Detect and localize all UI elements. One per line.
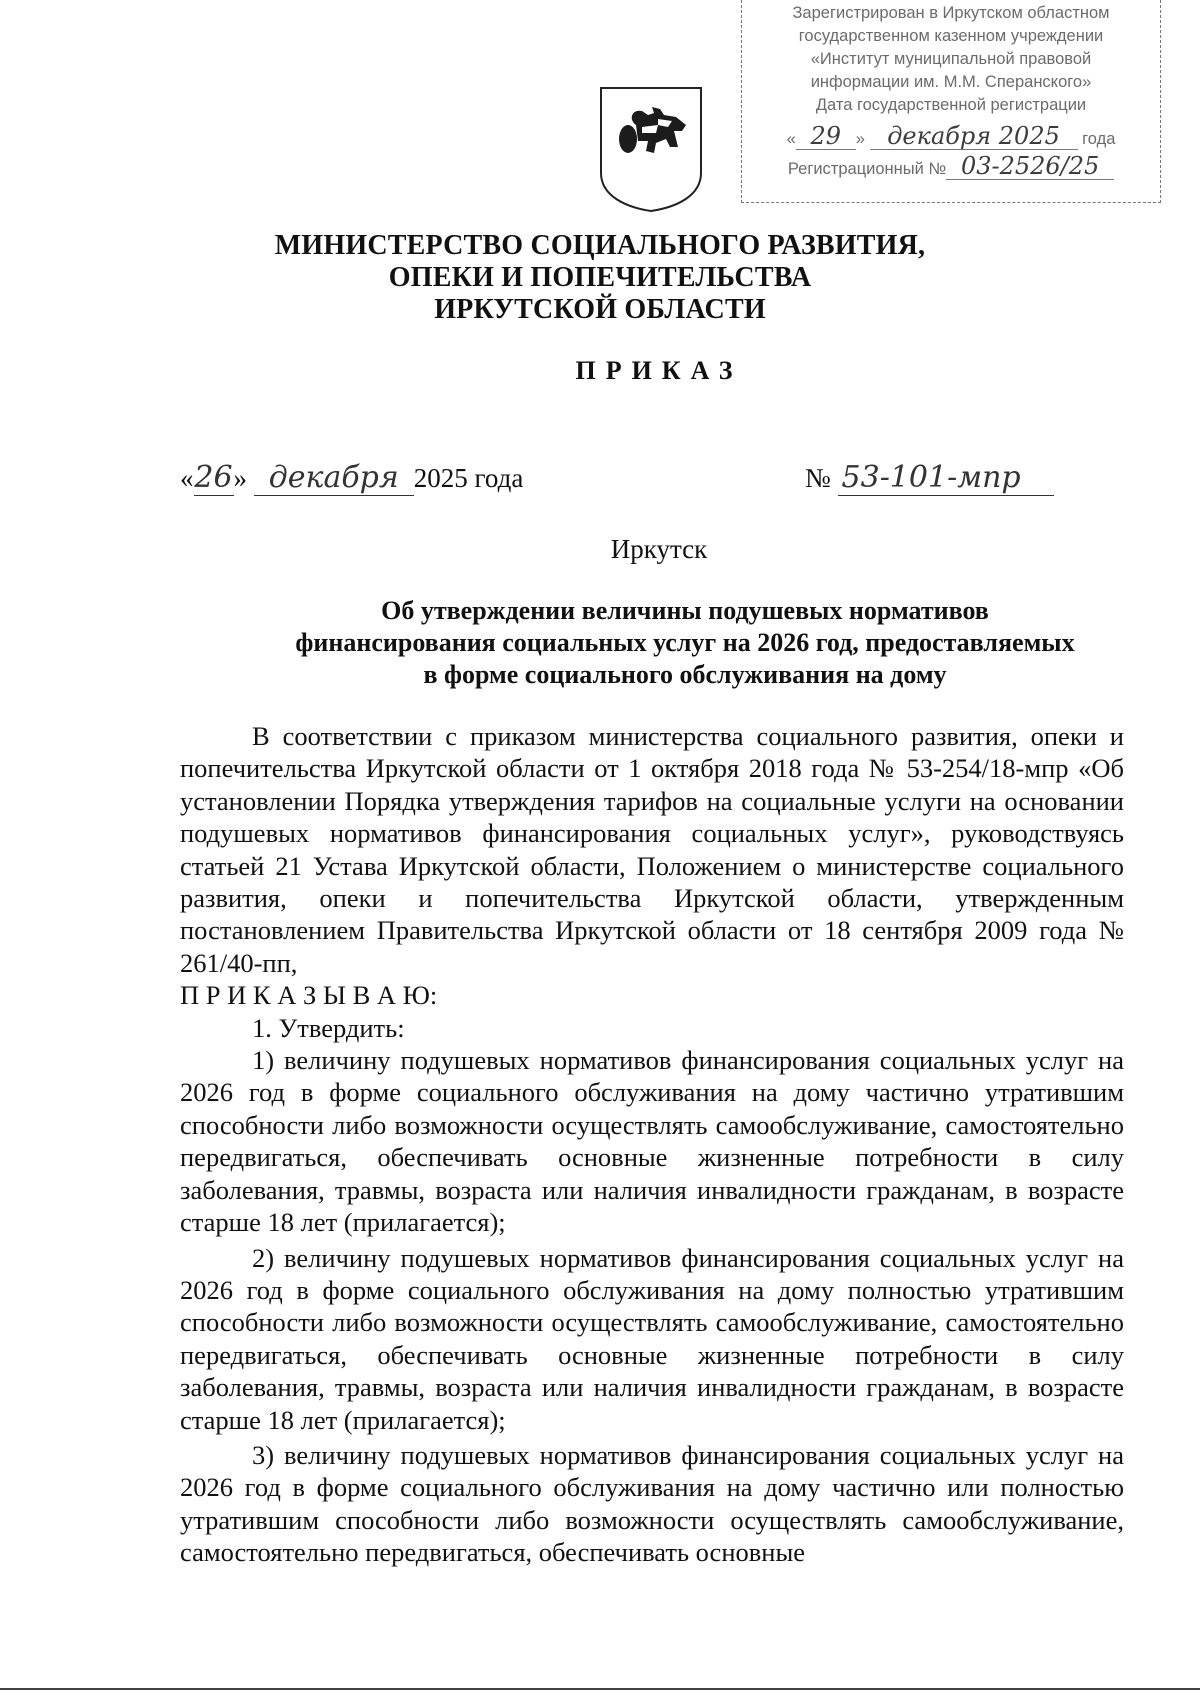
stamp-date-month: декабря 2025 <box>870 123 1078 150</box>
item-2-paragraph: 2) величину подушевых нормативов финансирования социальных услуг на 2026 год в форме социального обслуживания на дому полностью утратившим способности либо возможности осуществлять самообслуживание, самостоятельно передвигаться, обеспечивать основные жизненные потребности в силу заболевания, травмы, возраста или наличия инвалидности гражданам, в возрасте старше 18 лет (прилагается); <box>180 1242 1124 1435</box>
stamp-line-4: информации им. М.М. Сперанского» <box>810 73 1092 91</box>
city: Иркутск <box>610 534 708 564</box>
order-date-quote-close: » <box>233 463 247 493</box>
point-1: 1. Утвердить: <box>252 1012 405 1043</box>
stamp-date-open: « <box>786 130 796 148</box>
stamp-line-3: «Институт муниципальной правовой <box>810 50 1092 68</box>
subject-line-3: в форме социального обслуживания на дому <box>423 660 947 689</box>
order-number-value: 53-101-мпр <box>838 460 1054 496</box>
item-3-paragraph: 3) величину подушевых нормативов финансирования социальных услуг на 2026 год в форме социального обслуживания на дому частично или полностью утратившим способности либо возможности осуществлять самообслуживание, самостоятельно передвигаться, обеспечивать основные <box>180 1439 1124 1568</box>
order-date-quote-open: « <box>180 463 194 493</box>
registration-stamp <box>741 0 1161 203</box>
order-date-month: декабря <box>254 460 414 496</box>
stamp-date-suffix: года <box>1082 130 1116 148</box>
order-date <box>180 460 523 496</box>
page-bottom-edge <box>0 1688 1200 1690</box>
preamble-paragraph: В соответствии с приказом министерства социального развития, опеки и попечительства Иркутской области от 1 октября 2018 года № 53-254/18-мпр «Об установлении Порядка утверждения тарифов на социальные услуги на основании подушевых нормативов финансирования социальных услуг», руководствуясь статьей 21 Устава Иркутской области, Положением о министерстве социального развития, опеки и попечительства Иркутской области, утвержденным постановлением Правительства Иркутской области от 18 сентября 2009 года № 261/40-пп, <box>180 721 1124 978</box>
stamp-reg-number: 03-2526/25 <box>946 153 1114 180</box>
subject-line-2: финансирования социальных услуг на 2026 год, предоставляемых <box>295 628 1075 657</box>
ministry-header-line-1: МИНИСТЕРСТВО СОЦИАЛЬНОГО РАЗВИТИЯ, <box>274 230 926 261</box>
subject-line-1: Об утверждении величины подушевых нормативов <box>381 596 989 625</box>
ministry-header-line-3: ИРКУТСКОЙ ОБЛАСТИ <box>434 294 766 325</box>
ministry-header-line-2: ОПЕКИ И ПОПЕЧИТЕЛЬСТВА <box>388 262 812 293</box>
order-number <box>805 460 1054 496</box>
document-subject <box>260 595 1110 691</box>
stamp-reg-row <box>742 153 1160 181</box>
order-number-sign: № <box>805 463 831 493</box>
order-date-year: 2025 года <box>413 463 524 493</box>
stamp-line-1: Зарегистрирован в Иркутском областном <box>792 4 1110 22</box>
coat-of-arms-emblem <box>598 85 704 213</box>
stamp-date-day: 29 <box>796 123 856 150</box>
document-type-title: ПРИКАЗ <box>575 356 743 385</box>
stamp-date-row <box>742 123 1160 151</box>
stamp-date-close: » <box>855 130 865 148</box>
document-body <box>180 720 1124 1572</box>
stamp-line-2: государственном казенном учреждении <box>798 27 1104 45</box>
stamp-reg-label: Регистрационный № <box>787 160 947 178</box>
decree-line: П Р И К А З Ы В А Ю: <box>180 980 438 1011</box>
item-1-paragraph: 1) величину подушевых нормативов финансирования социальных услуг на 2026 год в форме социального обслуживания на дому частично утратившим способности либо возможности осуществлять самообслуживание, самостоятельно передвигаться, обеспечивать основные жизненные потребности в силу заболевания, травмы, возраста или наличия инвалидности гражданам, в возрасте старше 18 лет (прилагается); <box>180 1045 1124 1238</box>
order-date-day: 26 <box>194 460 233 495</box>
stamp-date-label: Дата государственной регистрации <box>815 96 1087 114</box>
